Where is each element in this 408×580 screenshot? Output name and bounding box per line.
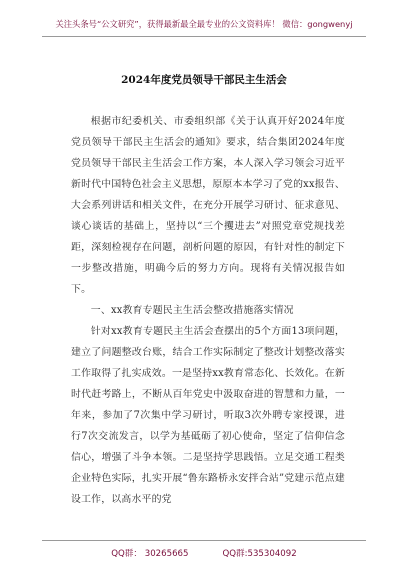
section-heading: 一、xx教育专题民主生活会整改措施落实情况 — [90, 305, 294, 316]
document-title: 2024年度党员领导干部民主生活会 — [121, 74, 287, 86]
document-body — [71, 111, 345, 510]
header-divider — [42, 36, 366, 37]
footer-qq-group-2: QQ群:535304092 — [222, 549, 297, 559]
footer — [0, 547, 408, 559]
intro-paragraph: 根据市纪委机关、市委组织部《关于认真开好2024年度党员领导干部民主生活会的通知》要求，结合集团2024年度党员领导干部民主生活会工作方案，本人深入学习领会习近平新时代中国特色社会主义思想，原原本本学习了党的xx报告、大会系列讲话和相关文件，在充分开展学习研讨、征求意见、谈心谈话的基础上，坚持以“三个攫进去”对照党章党规找差距，深刻检视存在问题，剖析问题的原因，有针对性的制定下一步整改措施，明确今后的努力方向。现将有关情况报告如下。 — [71, 116, 345, 295]
footer-qq-group-1: QQ群： 30265665 — [111, 549, 189, 559]
header-banner: 关注头条号“公文研究”，获得最新最全最专业的公文资料库！ 微信：gongwenyj — [55, 19, 353, 29]
footer-divider — [42, 540, 366, 541]
section-paragraph: 针对xx教育专题民主生活会查摆出的5个方面13项问题，建立了问题整改台账，结合工作实际制定了整改计划整改落实工作取得了扎实成效。一是坚持xx教育常态化、长效化。在新时代赶考路上，不断从百年党史中汲取奋进的智慧和力量，一年来，参加了7次集中学习研讨，听取3次外聘专家授课，进行7次交流发言，以学为基砥砺了初心使命，坚定了信仰信念信心，增强了斗争本领。二是坚持学思践悟。立足交通工程类企业特色实际，扎实开展“鲁东路桥永安拌合站”党建示范点建设工作，以高水平的党 — [71, 326, 345, 505]
